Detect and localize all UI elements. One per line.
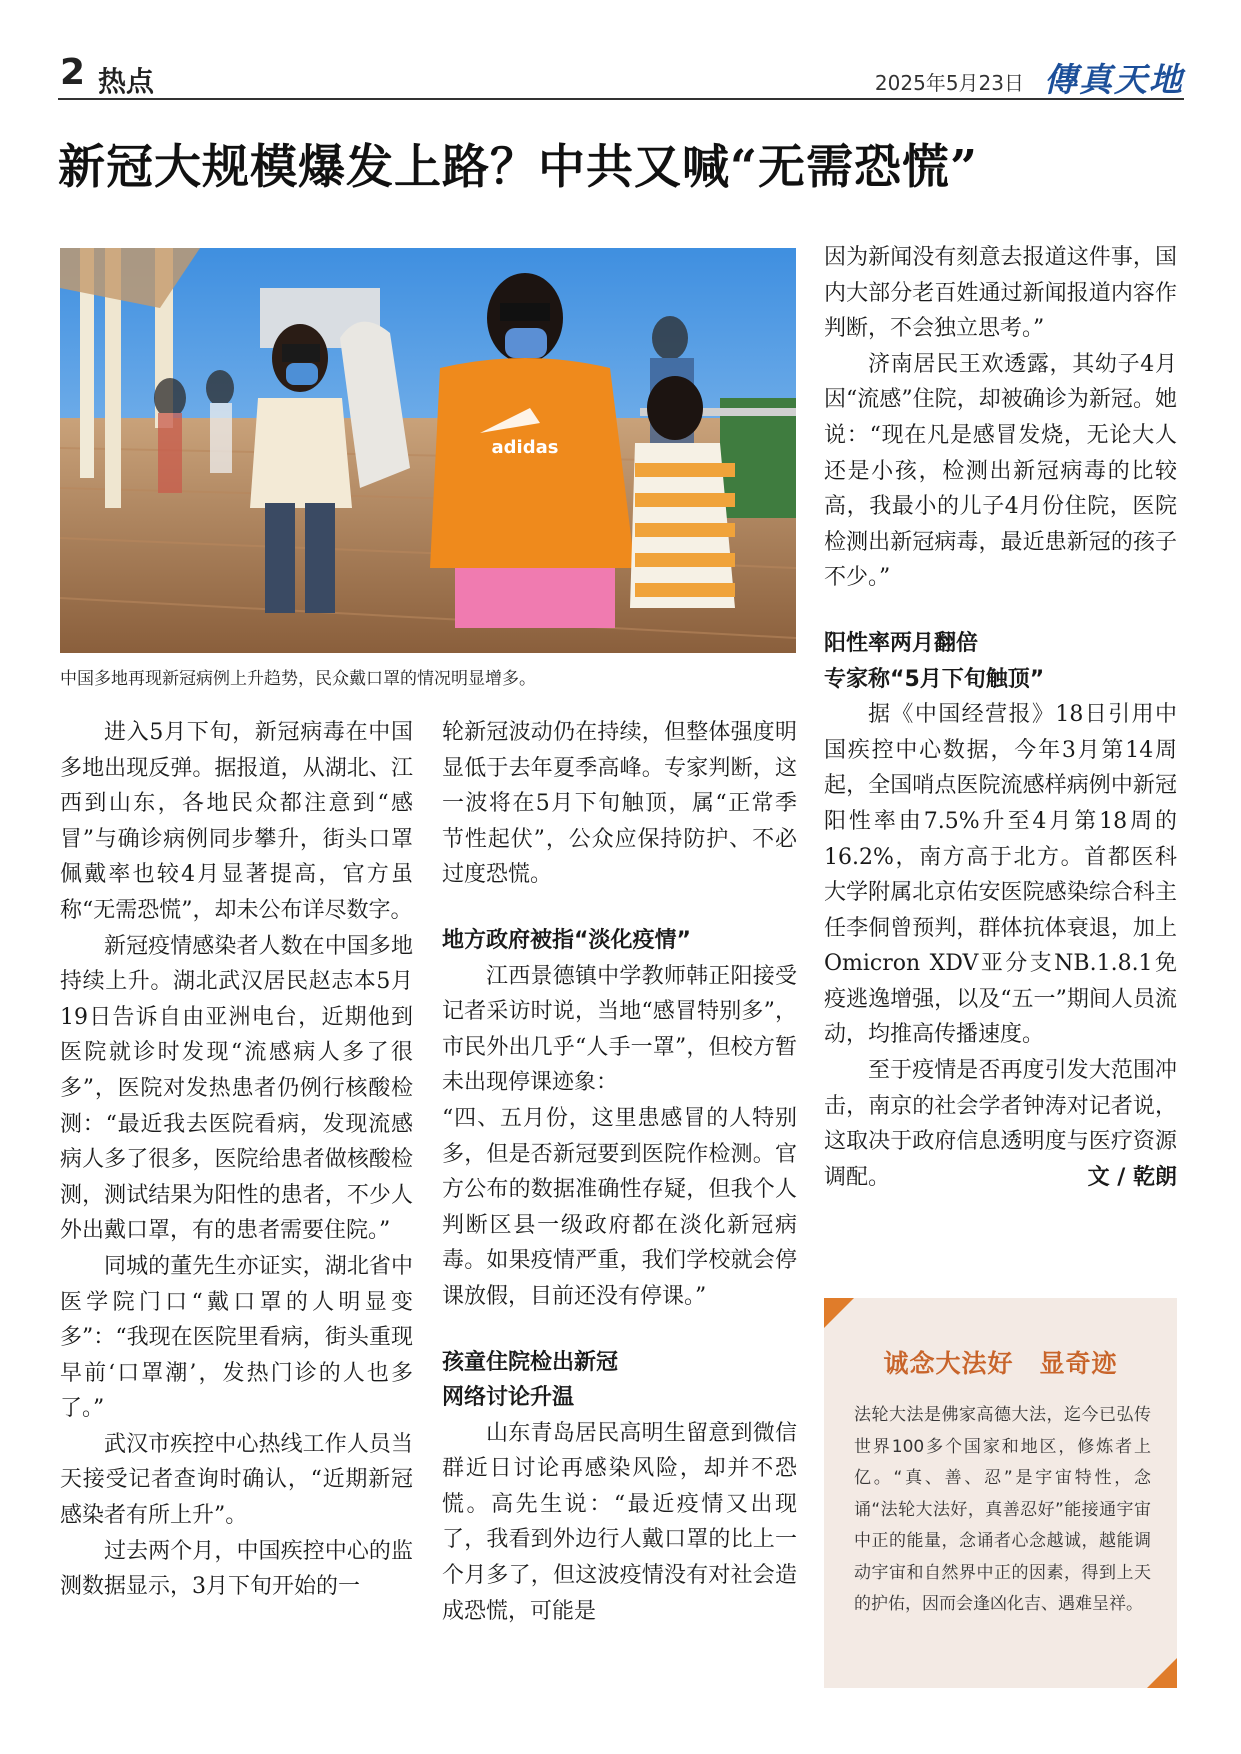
- sidebox-title: 诚念大法好 显奇迹: [883, 1349, 1118, 1378]
- subheading: 网络讨论升温: [442, 1385, 575, 1411]
- paragraph: 轮新冠波动仍在持续，但整体强度明显低于去年夏季高峰。专家判断，这一波将在5月下旬触顶，属“正常季节性起伏”，公众应保持防护、不必过度恐慌。: [442, 720, 797, 888]
- subheading: 专家称“5月下旬触顶”: [824, 666, 1045, 692]
- sidebox-text: 法轮大法是佛家高德大法，迄今已弘传世界100多个国家和地区，修炼者上亿。“真、善、忍”是宇宙特性，念诵“法轮大法好，真善忍好”能接通宇宙中正的能量，念诵者心念越诚，越能调动宇宙和自然界中正的因素，得到上天的护佑，因而会逢凶化吉、遇难呈祥。: [854, 1405, 1151, 1614]
- subheading: 孩童住院检出新冠: [442, 1349, 619, 1375]
- paragraph: 武汉市疾控中心热线工作人员当天接受记者查询时确认，“近期新冠感染者有所上升”。: [60, 1431, 413, 1529]
- headline: 新冠大规模爆发上路？中共又喊“无需恐慌”: [58, 140, 979, 195]
- issue-date: 2025年5月23日: [874, 71, 1024, 95]
- page-header: [58, 50, 1184, 100]
- paragraph: “四、五月份，这里患感冒的人特别多，但是否新冠要到医院作检测。官方公布的数据准确性存疑，但我个人判断区县一级政府都在淡化新冠病毒。如果疫情严重，我们学校就会停课放假，目前还没有停课。”: [442, 1105, 797, 1309]
- article-column-1: [60, 715, 413, 1605]
- byline: 文 / 乾朗: [1087, 1164, 1177, 1190]
- crowd-photo-illustration: [60, 248, 796, 653]
- photo-caption: 中国多地再现新冠病例上升趋势，民众戴口罩的情况明显增多。: [60, 669, 536, 689]
- sidebox: [824, 1298, 1177, 1688]
- paragraph: 进入5月下旬，新冠病毒在中国多地出现反弹。据报道，从湖北、江西到山东，各地民众都注意到“感冒”与确诊病例同步攀升，街头口罩佩戴率也较4月显著提高，官方虽称“无需恐慌”，却未公布详尽数字。: [60, 720, 413, 923]
- paragraph: 江西景德镇中学教师韩正阳接受记者采访时说，当地“感冒特别多”，市民外出几乎“人手一罩”，但校方暂未出现停课迹象：: [442, 963, 797, 1096]
- paragraph: 据《中国经营报》18日引用中国疾控中心数据，今年3月第14周起，全国哨点医院流感样病例中新冠阳性率由7.5%升至4月第18周的16.2%，南方高于北方。首都医科大学附属北京佑安医院感染综合科主任李侗曾预判，群体抗体衰退，加上Omicron XDV亚分支NB.1.8.1免疫逃逸增强，以及“五一”期间人员流动，均推高传播速度。: [824, 702, 1177, 1048]
- subheading: 阳性率两月翻倍: [824, 630, 979, 656]
- paragraph-text: 至于疫情是否再度引发大范围冲击，南京的社会学者钟涛对记者说，这取决于政府信息透明度与医疗资源调配。: [824, 1058, 1177, 1190]
- paragraph: 因为新闻没有刻意去报道这件事，国内大部分老百姓通过新闻报道内容作判断，不会独立思考。”: [824, 245, 1177, 342]
- paragraph: 山东青岛居民高明生留意到微信群近日讨论再感染风险，却并不恐慌。高先生说：“最近疫情又出现了，我看到外边行人戴口罩的比上一个月多了，但这波疫情没有对社会造成恐慌，可能是: [442, 1420, 797, 1624]
- paragraph: 济南居民王欢透露，其幼子4月因“流感”住院，却被确诊为新冠。她说：“现在凡是感冒发烧，无论大人还是小孩，检测出新冠病毒的比较高，我最小的儿子4月份住院，医院检测出新冠病毒，最近患新冠的孩子不少。”: [824, 351, 1177, 591]
- hoodie-logo: adidas: [491, 437, 559, 458]
- news-photo: [60, 248, 796, 653]
- paragraph: 新冠疫情感染者人数在中国多地持续上升。湖北武汉居民赵志本5月19日告诉自由亚洲电台，近期他到医院就诊时发现“流感病人多了很多”，医院对发热患者仍例行核酸检测：“最近我去医院看病，发现流感病人多了很多，医院给患者做核酸检测，测试结果为阳性的患者，不少人外出戴口罩，有的患者需要住院。”: [60, 933, 413, 1244]
- section-name: 热点: [98, 65, 155, 98]
- paragraph: 同城的董先生亦证实，湖北省中医学院门口“戴口罩的人明显变多”：“我现在医院里看病，街头重现早前‘口罩潮’，发热门诊的人也多了。”: [60, 1253, 413, 1422]
- paragraph: 过去两个月，中国疾控中心的监测数据显示，3月下旬开始的一: [60, 1538, 413, 1600]
- publication-logo: 傳真天地: [1044, 60, 1184, 99]
- page-number: 2: [60, 52, 86, 93]
- corner-triangle-icon: [824, 1298, 854, 1328]
- corner-triangle-icon: [1147, 1658, 1177, 1688]
- article-column-2: [442, 715, 797, 1629]
- article-column-3: [824, 240, 1177, 1195]
- subheading: 地方政府被指“淡化疫情”: [442, 927, 691, 953]
- paragraph: [824, 1053, 1177, 1195]
